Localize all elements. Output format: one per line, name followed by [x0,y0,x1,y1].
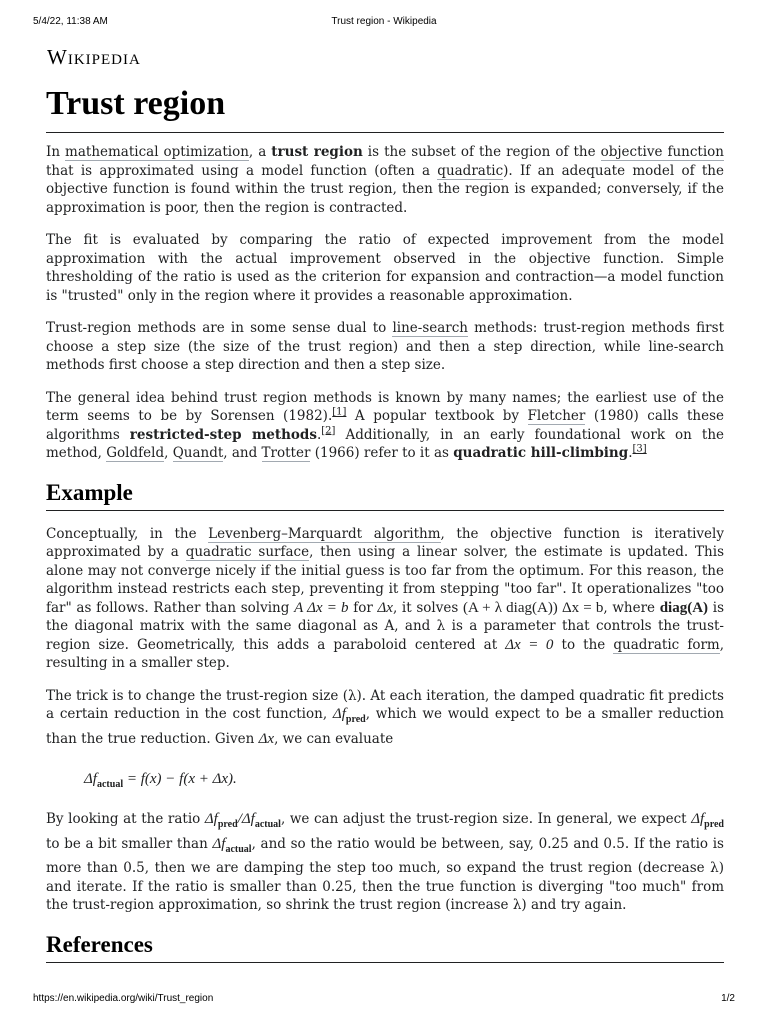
link-goldfeld[interactable]: Goldfeld [106,445,165,461]
link-quadratic[interactable]: quadratic [437,162,504,179]
bold-quadratic-hill-climbing: quadratic hill-climbing [453,445,629,461]
link-levenberg-marquardt[interactable]: Levenberg–Marquardt algorithm [208,525,441,542]
link-line-search[interactable]: line-search [392,320,468,336]
intro-paragraph-2: The fit is evaluated by comparing the ratio of expected improvement from the model approximation with the actual improvement observed in the objective function. Simple thresholding of the ratio is used as the criterion for expansion and contraction—a model function is "trusted" only in the region where it provides a reasonable approximation. [46,232,724,304]
wikipedia-wordmark[interactable]: Wikipedia [47,45,141,69]
math-damped-system: (A + λ diag(A)) Δx = b [462,599,604,616]
link-quandt[interactable]: Quandt [172,445,224,461]
print-page-title: Trust region - Wikipedia [331,16,437,27]
math-dx-zero: Δx = 0 [505,636,554,653]
intro-paragraph-3: Trust-region methods are in some sense dual to line-search methods: trust-region methods first choose a step size (the size of the trust region) and then a step direction, while line-search methods first choose a step direction and then a step size. [46,320,724,373]
intro-paragraph-1: In mathematical optimization, a trust region is the subset of the region of the objective function that is approximated using a model function (often a quadratic). If an adequate model of the objective function is found within the trust region, then the region is expanded; conversely, if the approximation is poor, then the region is contracted. [46,144,724,216]
page-title: Trust region [46,84,724,133]
link-fletcher[interactable]: Fletcher [527,408,586,424]
example-paragraph-2: The trick is to change the trust-region size (λ). At each iteration, the damped quadratic fit predicts a certain reduction in the cost function, $\Delta f_{pred}$, which we would expect to be a smaller reduction than the true reduction. Given Δx, we can evaluate [46,687,724,747]
example-paragraph-1: Conceptually, in the Levenberg–Marquardt algorithm, the objective function is iteratively approximated by a quadratic surface, then using a linear solver, the estimate is updated. This alone may not converge nicely if the initial guess is too far from the optimum. For this reason, the algorithm instead restricts each step, preventing it from stepping "too far". It operationalizes "too far" as follows. Rather than solving A Δx = b for Δx, it solves (A + λ diag(A)) Δx = b, where diag(A) is the diagonal matrix with the same diagonal as A, and λ is a parameter that controls the trust-region size. Geometrically, this adds a paraboloid centered at Δx = 0 to the quadratic form, resulting in a smaller step. [46,525,724,671]
print-url: https://en.wikipedia.org/wiki/Trust_region [33,993,214,1004]
intro-paragraph-4: The general idea behind trust region methods is known by many names; the earliest use of the term seems to be by Sorensen (1982).[1] A popular textbook by Fletcher (1980) calls these algorithms restricted-step methods.[2] Additionally, in an early foundational work on the method, Goldfeld, Quandt, and Trotter (1966) refer to it as quadratic hill-climbing.[3] [46,389,725,461]
link-trotter[interactable]: Trotter [261,445,311,461]
link-quadratic-surface[interactable]: quadratic surface [185,544,310,560]
math-a-dx-b: A Δx = b [294,599,349,616]
bold-trust-region: trust region [271,144,363,160]
math-df-pred: $\Delta f_{pred}$ [332,706,366,725]
section-heading-example: Example [46,479,724,511]
math-diag-a: diag(A) [659,599,709,616]
math-df-actual: $\Delta f_{actual}$ [212,835,252,855]
math-dx-given: Δx [258,730,275,747]
link-mathematical-optimization[interactable]: mathematical optimization [65,144,249,160]
print-footer [33,993,735,1007]
reference-3[interactable]: [3] [632,443,647,455]
example-paragraph-3: By looking at the ratio $\Delta f_{pred}/\Delta f_{actual}$, we can adjust the trust-region size. In general, we expect $\Delta f_{pred}$ to be a bit smaller than $\Delta f_{actual}$, and so the ratio would be between, say, 0.25 and 0.5. If the ratio is more than 0.5, then we are damping the step too much, so expand the trust region (decrease λ) and iterate. If the ratio is smaller than 0.25, then the true function is diverging "too much" from the trust-region approximation, so shrink the trust region (increase λ) and try again. [46,811,724,914]
article-content [46,44,724,977]
math-ratio: $\Delta f_{pred}/\Delta f_{actual}$ [204,811,281,831]
reference-2[interactable]: [2] [321,425,336,436]
print-page-number: 1/2 [721,993,735,1004]
math-df-pred-2: $\Delta f_{pred}$ [691,811,724,831]
print-header [33,16,735,30]
link-objective-function[interactable]: objective function [600,144,724,160]
link-quadratic-form[interactable]: quadratic form [613,636,720,653]
math-dx: Δx [377,599,393,616]
print-date: 5/4/22, 11:38 AM [33,16,108,27]
display-equation: $\Delta f_{actual} = f(x) - f(x + \Delta x)$. [84,771,237,791]
section-heading-references: References [46,931,724,963]
bold-restricted-step-methods: restricted-step methods [129,426,317,443]
reference-1[interactable]: [1] [332,406,347,418]
